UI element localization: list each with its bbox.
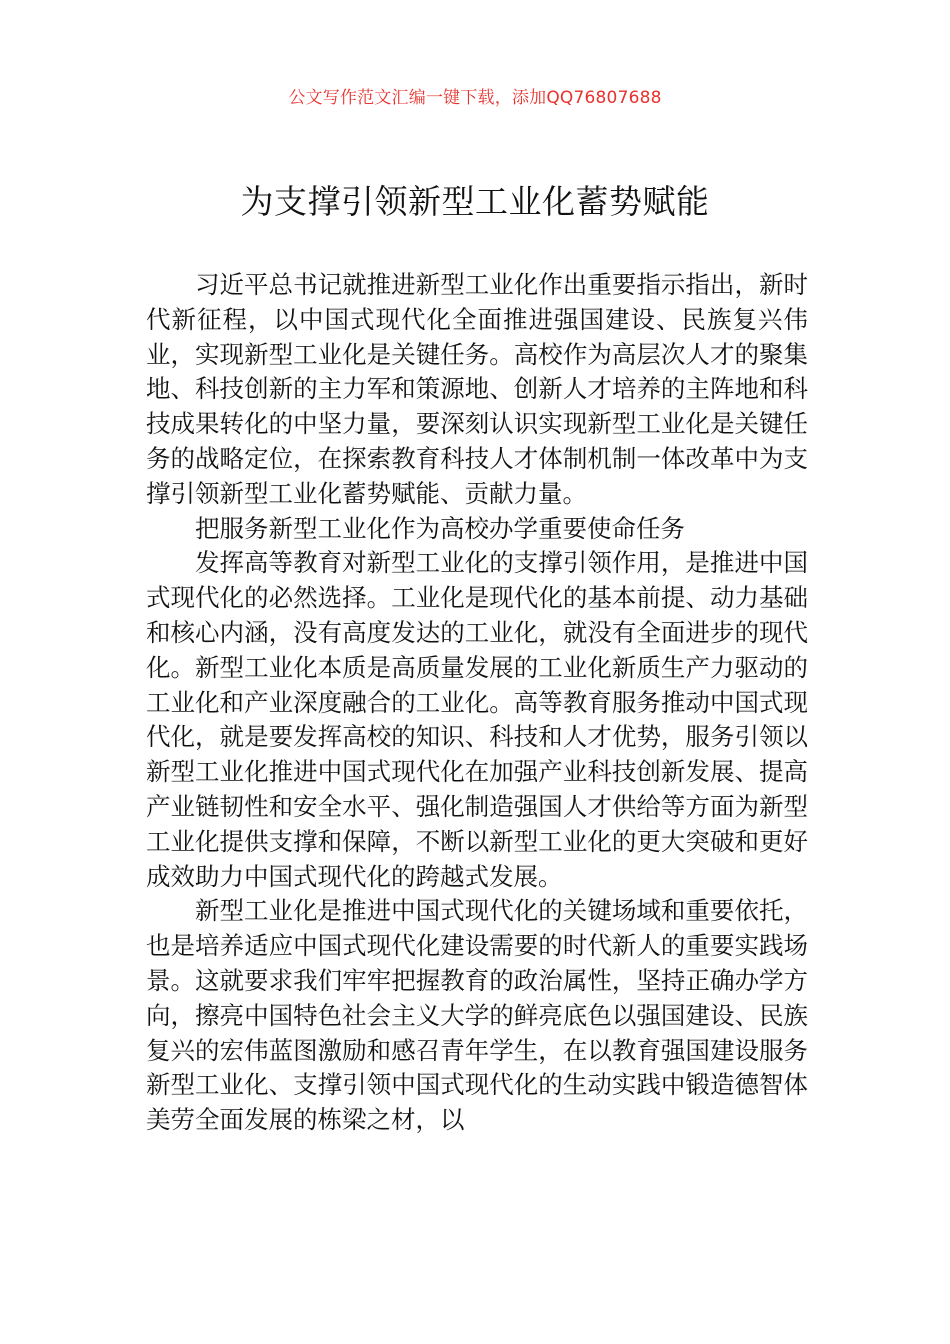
section-heading: 把服务新型工业化作为高校办学重要使命任务 bbox=[195, 513, 685, 543]
download-promo-note: 公文写作范文汇编一键下载，添加QQ76807688 bbox=[288, 88, 662, 108]
document-body bbox=[146, 268, 808, 1138]
paragraph: 习近平总书记就推进新型工业化作出重要指示指出，新时代新征程，以中国式现代化全面推进强国建设、民族复兴伟业，实现新型工业化是关键任务。高校作为高层次人才的聚集地、科技创新的主力军和策源地、创新人才培养的主阵地和科技成果转化的中坚力量，要深刻认识实现新型工业化是关键任务的战略定位，在探索教育科技人才体制机制一体改革中为支撑引领新型工业化蓄势赋能、贡献力量。 bbox=[146, 270, 808, 508]
paragraph: 发挥高等教育对新型工业化的支撑引领作用，是推进中国式现代化的必然选择。工业化是现代化的基本前提、动力基础和核心内涵，没有高度发达的工业化，就没有全面进步的现代化。新型工业化本质是高质量发展的工业化新质生产力驱动的工业化和产业深度融合的工业化。高等教育服务推动中国式现代化，就是要发挥高校的知识、科技和人才优势，服务引领以新型工业化推进中国式现代化在加强产业科技创新发展、提高产业链韧性和安全水平、强化制造强国人才供给等方面为新型工业化提供支撑和保障，不断以新型工业化的更大突破和更好成效助力中国式现代化的跨越式发展。 bbox=[146, 548, 808, 891]
document-title: 为支撑引领新型工业化蓄势赋能 bbox=[240, 182, 710, 221]
paragraph: 新型工业化是推进中国式现代化的关键场域和重要依托，也是培养适应中国式现代化建设需要的时代新人的重要实践场景。这就要求我们牢牢把握教育的政治属性，坚持正确办学方向，擦亮中国特色社会主义大学的鲜亮底色以强国建设、民族复兴的宏伟蓝图激励和感召青年学生，在以教育强国建设服务新型工业化、支撑引领中国式现代化的生动实践中锻造德智体美劳全面发展的栋梁之材，以 bbox=[146, 896, 808, 1135]
